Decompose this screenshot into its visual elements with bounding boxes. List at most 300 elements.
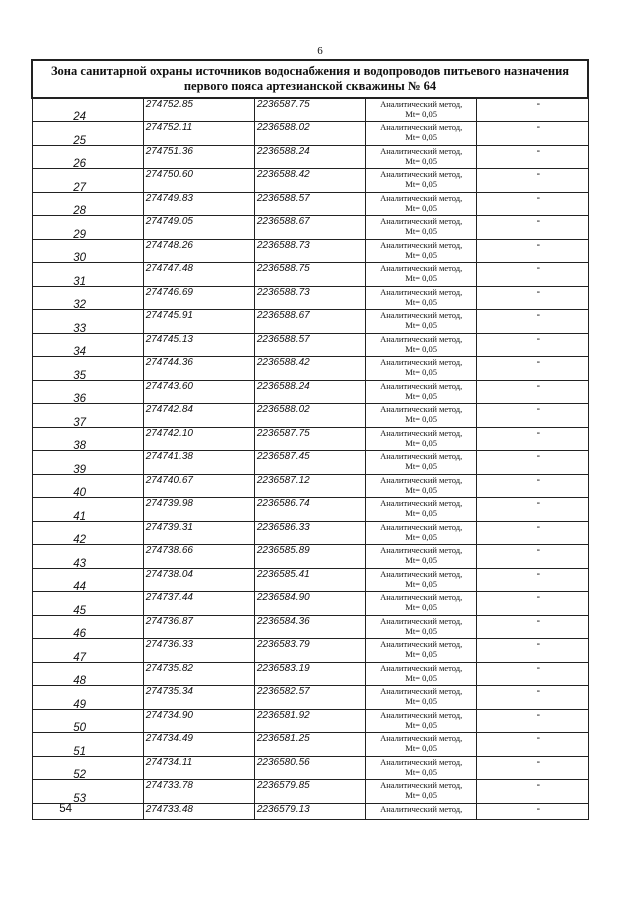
note-cell: [477, 474, 588, 498]
method-accuracy: Mt= 0,05: [405, 696, 438, 706]
point-number: 46: [73, 628, 86, 640]
point-number: 37: [73, 416, 86, 429]
table-row: [32, 662, 588, 686]
method-cell: [366, 427, 477, 451]
coordinate-y: 2236588.42: [254, 357, 365, 381]
coordinate-x: 274745.13: [143, 333, 254, 357]
note-dash: -: [536, 544, 541, 556]
method-accuracy: Mt= 0,05: [405, 602, 438, 612]
method-cell: [366, 568, 477, 592]
coordinate-x: 274751.36: [143, 145, 254, 169]
note-dash: -: [536, 755, 541, 768]
method-accuracy: Mt= 0,05: [405, 343, 438, 354]
note-dash: -: [536, 779, 541, 791]
method-name: Аналитический метод,: [380, 733, 463, 743]
note-cell: [477, 192, 588, 216]
method-accuracy: Mt= 0,05: [405, 719, 438, 730]
note-dash: -: [536, 98, 541, 110]
note-cell: [477, 521, 588, 545]
point-number: 26: [73, 158, 86, 170]
coordinate-x: 274734.49: [143, 733, 254, 757]
method-cell: [366, 286, 477, 310]
method-accuracy: Mt= 0,05: [405, 461, 438, 471]
table-title: Зона санитарной охраны источников водоснабжения и водопроводов питьевого назначения первого пояса артезианской скважины № 64: [32, 60, 588, 98]
point-number: 50: [73, 722, 86, 734]
point-number-cell: [32, 216, 143, 240]
method-cell: [366, 451, 477, 475]
point-number: 28: [73, 205, 86, 217]
table-row: [32, 756, 588, 780]
note-cell: [477, 780, 588, 804]
coordinate-y: 2236588.02: [254, 404, 365, 428]
note-cell: [477, 216, 588, 240]
method-cell: [366, 639, 477, 663]
note-dash: -: [536, 520, 541, 533]
note-dash: -: [536, 732, 541, 744]
method-name: Аналитический метод,: [380, 286, 463, 297]
note-cell: [477, 545, 588, 569]
method-name: Аналитический метод,: [380, 427, 463, 438]
method-name: Аналитический метод,: [380, 192, 463, 203]
method-name: Аналитический метод,: [380, 780, 463, 790]
table-row: [32, 639, 588, 663]
coordinate-y: 2236582.57: [254, 686, 365, 710]
point-number: 33: [73, 322, 86, 335]
method-accuracy: Mt= 0,05: [405, 649, 438, 659]
coordinate-x: 274741.38: [143, 451, 254, 475]
method-name: Аналитический метод,: [380, 145, 463, 156]
table-row: [32, 239, 588, 263]
point-number-cell: [32, 98, 143, 122]
note-cell: [477, 686, 588, 710]
point-number-cell: [32, 474, 143, 498]
point-number: 54: [59, 802, 72, 815]
point-number-cell: [32, 568, 143, 592]
coordinate-x: 274749.83: [143, 192, 254, 216]
method-name: Аналитический метод,: [380, 639, 463, 649]
method-name: Аналитический метод,: [380, 99, 463, 109]
point-number-cell: [32, 615, 143, 639]
method-name: Аналитический метод,: [380, 615, 463, 626]
table-row: [32, 709, 588, 733]
method-name: Аналитический метод,: [380, 521, 463, 532]
point-number: 27: [73, 181, 86, 194]
note-dash: -: [536, 591, 541, 603]
method-accuracy: Mt= 0,05: [405, 555, 438, 565]
method-accuracy: Mt= 0,05: [405, 179, 438, 189]
coordinate-x: 274742.84: [143, 404, 254, 428]
point-number: 41: [73, 510, 86, 523]
coordinate-x: 274743.60: [143, 380, 254, 404]
note-cell: [477, 451, 588, 475]
coordinate-y: 2236579.85: [254, 780, 365, 804]
table-row: [32, 498, 588, 522]
method-name: Аналитический метод,: [380, 662, 463, 673]
coordinate-y: 2236584.36: [254, 615, 365, 639]
table-row: [32, 733, 588, 757]
note-cell: [477, 427, 588, 451]
method-accuracy: Mt= 0,05: [405, 484, 438, 495]
note-dash: -: [536, 708, 541, 721]
coordinate-x: 274734.11: [143, 756, 254, 780]
method-name: Аналитический метод,: [380, 357, 463, 367]
method-cell: [366, 192, 477, 216]
method-cell: [366, 239, 477, 263]
coordinate-x: 274733.78: [143, 780, 254, 804]
table-row: [32, 192, 588, 216]
method-accuracy: Mt= 0,05: [405, 273, 438, 283]
method-accuracy: Mt= 0,05: [405, 390, 438, 401]
table-row: [32, 568, 588, 592]
method-accuracy: Mt= 0,05: [405, 743, 438, 753]
table-row: [32, 780, 588, 804]
point-number-cell: [32, 263, 143, 287]
method-accuracy: Mt= 0,05: [405, 508, 438, 518]
coordinate-x: 274746.69: [143, 286, 254, 310]
note-dash: -: [536, 121, 541, 133]
method-cell: [366, 780, 477, 804]
method-cell: [366, 545, 477, 569]
note-dash: -: [536, 332, 541, 345]
point-number-cell: [32, 756, 143, 780]
table-body: [32, 98, 588, 819]
coordinate-x: 274736.33: [143, 639, 254, 663]
coordinate-y: 2236588.57: [254, 333, 365, 357]
coordinate-x: 274737.44: [143, 592, 254, 616]
table-row: [32, 427, 588, 451]
method-name: Аналитический метод,: [380, 756, 463, 767]
table-row: [32, 380, 588, 404]
table-row: [32, 263, 588, 287]
note-cell: [477, 662, 588, 686]
point-number-cell: [32, 310, 143, 334]
table-row: [32, 545, 588, 569]
point-number-cell: [32, 803, 143, 819]
table-row: [32, 145, 588, 169]
method-cell: [366, 333, 477, 357]
coordinate-y: 2236581.25: [254, 733, 365, 757]
method-cell: [366, 357, 477, 381]
note-cell: [477, 498, 588, 522]
coordinate-x: 274748.26: [143, 239, 254, 263]
point-number: 39: [73, 463, 86, 476]
coordinate-x: 274747.48: [143, 263, 254, 287]
coordinate-x: 274749.05: [143, 216, 254, 240]
coordinate-y: 2236583.19: [254, 662, 365, 686]
table-row: [32, 286, 588, 310]
method-name: Аналитический метод,: [380, 380, 463, 391]
method-accuracy: Mt= 0,05: [405, 672, 438, 683]
point-number-cell: [32, 686, 143, 710]
table-row: [32, 615, 588, 639]
method-cell: [366, 733, 477, 757]
point-number-cell: [32, 709, 143, 733]
coordinate-x: 274734.90: [143, 709, 254, 733]
point-number-cell: [32, 780, 143, 804]
method-cell: [366, 310, 477, 334]
method-accuracy: Mt= 0,05: [405, 414, 438, 424]
note-dash: -: [536, 379, 541, 392]
coordinate-x: 274752.11: [143, 122, 254, 146]
note-cell: [477, 286, 588, 310]
note-cell: [477, 568, 588, 592]
coordinate-y: 2236581.92: [254, 709, 365, 733]
method-cell: [366, 498, 477, 522]
method-accuracy: Mt= 0,05: [405, 367, 438, 377]
coordinate-x: 274742.10: [143, 427, 254, 451]
method-name: Аналитический метод,: [380, 404, 463, 414]
method-cell: [366, 145, 477, 169]
note-dash: -: [536, 168, 541, 180]
table-row: [32, 686, 588, 710]
point-number-cell: [32, 169, 143, 193]
coordinate-x: 274750.60: [143, 169, 254, 193]
note-cell: [477, 122, 588, 146]
point-number-cell: [32, 145, 143, 169]
method-cell: [366, 756, 477, 780]
point-number-cell: [32, 427, 143, 451]
coordinate-x: 274735.34: [143, 686, 254, 710]
method-name: Аналитический метод,: [380, 592, 463, 602]
point-number: 29: [73, 228, 86, 241]
table-row: [32, 357, 588, 381]
point-number: 30: [73, 252, 86, 264]
note-dash: -: [536, 661, 541, 674]
method-accuracy: Mt= 0,05: [405, 109, 438, 119]
note-cell: [477, 98, 588, 122]
method-cell: [366, 521, 477, 545]
note-cell: [477, 169, 588, 193]
method-name: Аналитический метод,: [380, 709, 463, 720]
coordinates-table: [31, 59, 589, 820]
note-dash: -: [536, 262, 541, 274]
note-dash: -: [536, 215, 541, 227]
note-dash: -: [536, 567, 541, 580]
coordinate-x: 274744.36: [143, 357, 254, 381]
point-number-cell: [32, 404, 143, 428]
method-cell: [366, 592, 477, 616]
note-dash: -: [536, 473, 541, 486]
note-cell: [477, 380, 588, 404]
point-number: 24: [73, 111, 86, 123]
method-accuracy: Mt= 0,05: [405, 155, 438, 166]
method-name: Аналитический метод,: [380, 263, 463, 273]
coordinate-x: 274738.66: [143, 545, 254, 569]
point-number: 42: [73, 534, 86, 546]
coordinate-y: 2236588.57: [254, 192, 365, 216]
table-row: [32, 310, 588, 334]
note-cell: [477, 404, 588, 428]
table-row: [32, 803, 588, 819]
method-name: Аналитический метод,: [380, 498, 463, 508]
point-number-cell: [32, 192, 143, 216]
note-dash: -: [536, 685, 541, 697]
point-number-cell: [32, 733, 143, 757]
method-accuracy: Mt= 0,05: [405, 320, 438, 330]
coordinate-y: 2236588.73: [254, 286, 365, 310]
method-cell: [366, 404, 477, 428]
method-name: Аналитический метод,: [380, 545, 463, 555]
coordinate-y: 2236588.67: [254, 216, 365, 240]
method-cell: [366, 803, 477, 819]
method-cell: [366, 709, 477, 733]
point-number: 47: [73, 651, 86, 664]
table-row: [32, 169, 588, 193]
point-number-cell: [32, 592, 143, 616]
coordinate-y: 2236579.13: [254, 803, 365, 819]
point-number-cell: [32, 498, 143, 522]
page-number: 6: [317, 45, 323, 57]
method-accuracy: Mt= 0,05: [405, 790, 438, 800]
coordinate-y: 2236580.56: [254, 756, 365, 780]
point-number: 48: [73, 675, 86, 687]
coordinate-y: 2236584.90: [254, 592, 365, 616]
point-number: 52: [73, 769, 86, 781]
note-cell: [477, 639, 588, 663]
coordinate-y: 2236587.75: [254, 427, 365, 451]
method-accuracy: Mt= 0,05: [405, 226, 438, 236]
table-row: [32, 474, 588, 498]
point-number: 35: [73, 369, 86, 382]
coordinate-y: 2236587.45: [254, 451, 365, 475]
point-number: 25: [73, 134, 86, 147]
method-accuracy: Mt= 0,05: [405, 437, 438, 448]
point-number: 51: [73, 745, 86, 758]
table-row: [32, 451, 588, 475]
note-cell: [477, 357, 588, 381]
method-name: Аналитический метод,: [380, 451, 463, 461]
point-number-cell: [32, 639, 143, 663]
point-number: 40: [73, 487, 86, 499]
point-number: 31: [73, 275, 86, 288]
table-row: [32, 404, 588, 428]
point-number: 49: [73, 698, 86, 711]
point-number-cell: [32, 545, 143, 569]
table-row: [32, 333, 588, 357]
method-name: Аналитический метод,: [380, 474, 463, 485]
point-number: 38: [73, 440, 86, 452]
method-accuracy: Mt= 0,05: [405, 296, 438, 307]
note-dash: -: [536, 238, 541, 251]
note-cell: [477, 239, 588, 263]
method-name: Аналитический метод,: [380, 216, 463, 226]
coordinate-x: 274735.82: [143, 662, 254, 686]
table-row: [32, 216, 588, 240]
coordinate-x: 274752.85: [143, 98, 254, 122]
method-cell: [366, 263, 477, 287]
method-cell: [366, 122, 477, 146]
coordinate-y: 2236588.24: [254, 145, 365, 169]
coordinate-y: 2236583.79: [254, 639, 365, 663]
point-number-cell: [32, 451, 143, 475]
table-row: [32, 521, 588, 545]
note-dash: -: [536, 638, 541, 650]
method-cell: [366, 662, 477, 686]
note-cell: [477, 592, 588, 616]
note-cell: [477, 145, 588, 169]
point-number-cell: [32, 662, 143, 686]
note-cell: [477, 709, 588, 733]
point-number-cell: [32, 380, 143, 404]
coordinate-y: 2236588.73: [254, 239, 365, 263]
coordinate-y: 2236588.75: [254, 263, 365, 287]
point-number: 32: [73, 299, 86, 311]
method-accuracy: Mt= 0,05: [405, 202, 438, 213]
method-cell: [366, 474, 477, 498]
method-accuracy: Mt= 0,05: [405, 132, 438, 142]
note-dash: -: [536, 426, 541, 439]
method-name: Аналитический метод,: [380, 239, 463, 250]
coordinate-x: 274738.04: [143, 568, 254, 592]
point-number-cell: [32, 521, 143, 545]
method-accuracy: Mt= 0,05: [405, 531, 438, 542]
method-accuracy: Mt= 0,05: [405, 249, 438, 260]
coordinate-y: 2236587.12: [254, 474, 365, 498]
coordinate-x: 274733.48: [143, 803, 254, 819]
method-name: Аналитический метод,: [380, 686, 463, 696]
table-row: [32, 122, 588, 146]
note-dash: -: [536, 309, 541, 321]
point-number-cell: [32, 122, 143, 146]
point-number-cell: [32, 333, 143, 357]
point-number: 45: [73, 604, 86, 617]
method-name: Аналитический метод,: [380, 169, 463, 179]
coordinate-y: 2236588.02: [254, 122, 365, 146]
coordinate-y: 2236588.24: [254, 380, 365, 404]
method-cell: [366, 169, 477, 193]
point-number: 36: [73, 393, 86, 405]
coordinate-y: 2236586.74: [254, 498, 365, 522]
note-dash: -: [536, 614, 541, 627]
note-dash: -: [536, 356, 541, 368]
point-number: 34: [73, 346, 86, 358]
point-number-cell: [32, 286, 143, 310]
method-cell: [366, 98, 477, 122]
note-dash: -: [536, 497, 541, 509]
note-dash: -: [536, 285, 541, 298]
method-name: Аналитический метод,: [380, 333, 463, 344]
coordinate-y: 2236588.67: [254, 310, 365, 334]
method-cell: [366, 615, 477, 639]
note-dash: -: [536, 403, 541, 415]
method-accuracy: Mt= 0,05: [405, 625, 438, 636]
method-cell: [366, 380, 477, 404]
method-cell: [366, 216, 477, 240]
method-name: Аналитический метод,: [380, 310, 463, 320]
note-dash: -: [536, 144, 541, 157]
coordinate-x: 274740.67: [143, 474, 254, 498]
note-cell: [477, 733, 588, 757]
coordinate-y: 2236586.33: [254, 521, 365, 545]
point-number: 53: [73, 792, 86, 805]
method-name: Аналитический метод,: [380, 803, 463, 814]
coordinate-y: 2236587.75: [254, 98, 365, 122]
note-dash: -: [536, 450, 541, 462]
point-number: 44: [73, 581, 86, 593]
table-row: [32, 592, 588, 616]
coordinate-x: 274736.87: [143, 615, 254, 639]
method-name: Аналитический метод,: [380, 568, 463, 579]
note-dash: -: [536, 802, 541, 815]
method-name: Аналитический метод,: [380, 122, 463, 132]
note-dash: -: [536, 191, 541, 204]
coordinate-y: 2236588.42: [254, 169, 365, 193]
note-cell: [477, 310, 588, 334]
method-cell: [366, 686, 477, 710]
coordinate-x: 274745.91: [143, 310, 254, 334]
note-cell: [477, 803, 588, 819]
coordinate-y: 2236585.41: [254, 568, 365, 592]
